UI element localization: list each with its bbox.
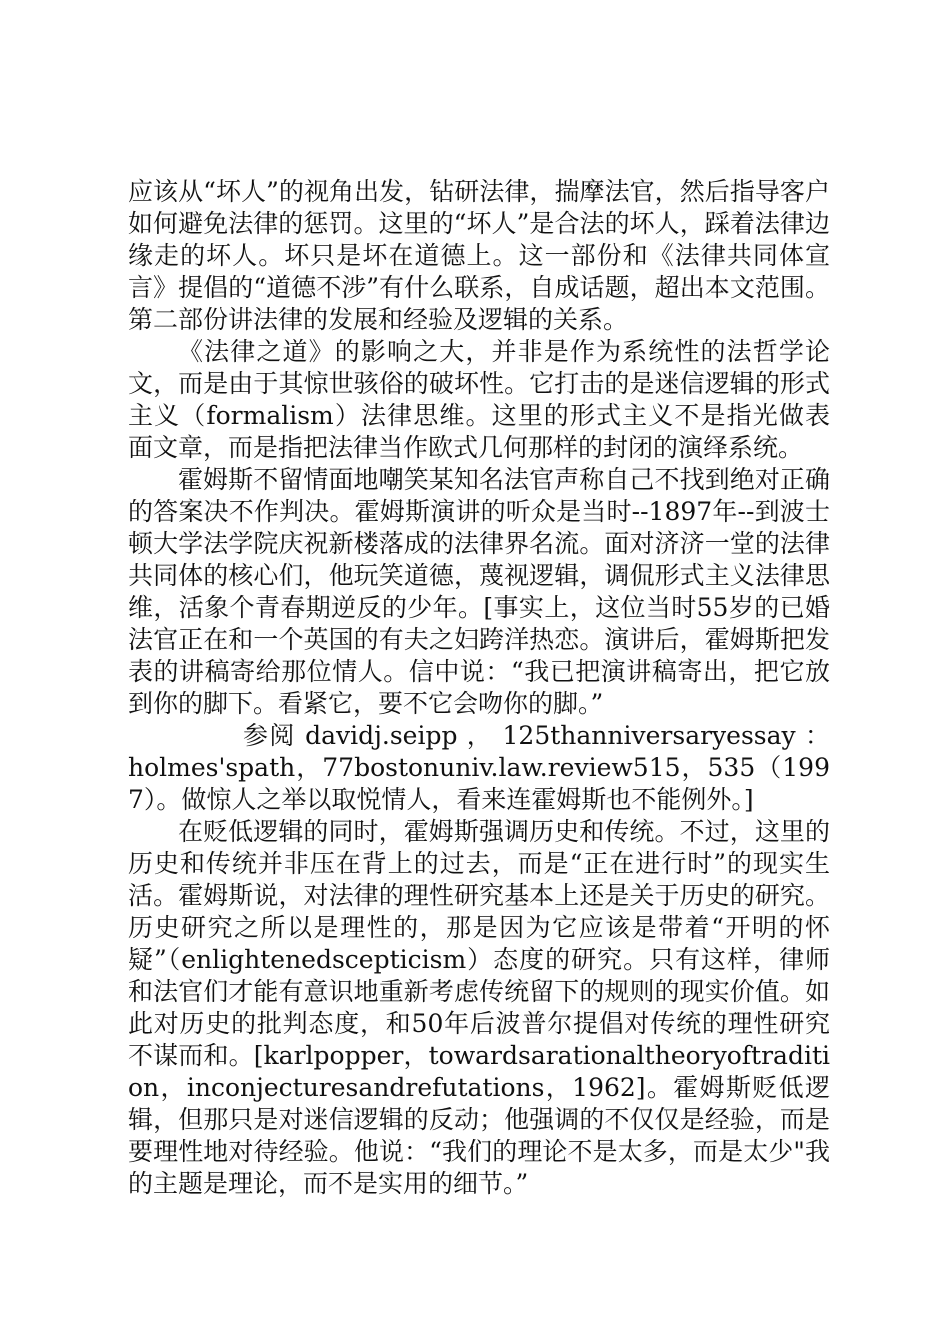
paragraph-2: 《法律之道》的影响之大，并非是作为系统性的法哲学论文，而是由于其惊世骇俗的破坏性。它打击的是迷信逻辑的形式主义（formalism）法律思维。这里的形式主义不是指光做表面文章，而是指把法律当作欧式几何那样的封闭的演绎系统。 <box>128 337 830 462</box>
paragraph-4: holmes'spath，77bostonuniv.law.review515，535（1997）。做惊人之举以取悦情人，看来连霍姆斯也不能例外。] <box>128 753 830 814</box>
paragraph-1: 应该从“坏人”的视角出发，钻研法律，揣摩法官，然后指导客户如何避免法律的惩罚。这里的“坏人”是合法的坏人，踩着法律边缘走的坏人。坏只是坏在道德上。这一部份和《法律共同体宣言》提倡的“道德不涉”有什么联系，自成话题，超出本文范围。第二部份讲法律的发展和经验及逻辑的关系。 <box>128 177 830 334</box>
document-body <box>128 176 830 1200</box>
paragraph-5: 在贬低逻辑的同时，霍姆斯强调历史和传统。不过，这里的历史和传统并非压在背上的过去，而是“正在进行时”的现实生活。霍姆斯说，对法律的理性研究基本上还是关于历史的研究。历史研究之所以是理性的，那是因为它应该是带着“开明的怀疑”（enlightenedscepticism）态度的研究。只有这样，律师和法官们才能有意识地重新考虑传统留下的规则的现实价值。如此对历史的批判态度，和50年后波普尔提倡对传统的理性研究不谋而和。[karlpopper，towardsarationaltheoryoftradition，inconjecturesandrefutations，1962]。霍姆斯贬低逻辑，但那只是对迷信逻辑的反动；他强调的不仅仅是经验，而是要理性地对待经验。他说：“我们的理论不是太多，而是太少"我的主题是理论，而不是实用的细节。” <box>128 817 830 1198</box>
paragraph-3: 霍姆斯不留情面地嘲笑某知名法官声称自己不找到绝对正确的答案决不作判决。霍姆斯演讲的听众是当时--1897年--到波士顿大学法学院庆祝新楼落成的法律界名流。面对济济一堂的法律共同体的核心们，他玩笑道德，蔑视逻辑，调侃形式主义法律思维，活象个青春期逆反的少年。[事实上，这位当时55岁的已婚法官正在和一个英国的有夫之妇跨洋热恋。演讲后，霍姆斯把发表的讲稿寄给那位情人。信中说：“我已把演讲稿寄出，把它放到你的脚下。看紧它，要不它会吻你的脚。” <box>128 465 830 718</box>
reference-line: 参阅 davidj.seipp ， 125thanniversaryessay ： <box>243 721 830 750</box>
